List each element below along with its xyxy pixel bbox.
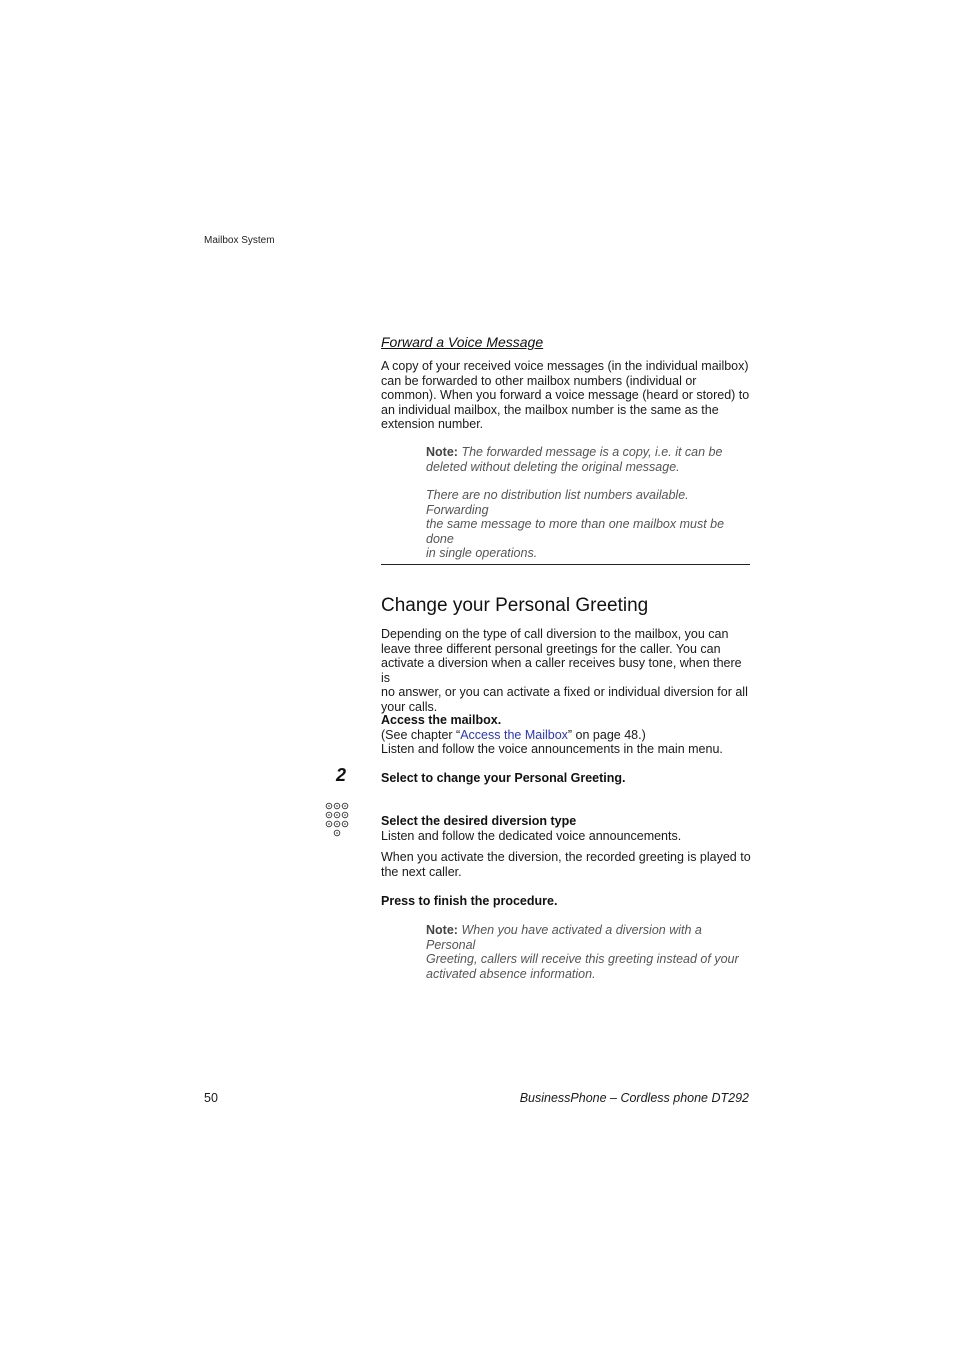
note-text: The forwarded message is a copy, i.e. it can be <box>461 445 723 459</box>
greeting-note <box>426 923 752 981</box>
forward-body <box>381 359 751 432</box>
listen-main-menu: Listen and follow the voice announcements in the main menu. <box>381 742 723 756</box>
note-text: activated absence information. <box>426 966 596 981</box>
activate-text <box>381 850 751 879</box>
see-chapter-line <box>381 728 751 743</box>
access-mailbox-link[interactable]: Access the Mailbox <box>460 727 568 742</box>
forward-body-line: can be forwarded to other mailbox numbers (individual or <box>381 373 697 388</box>
section-heading-greeting: Change your Personal Greeting <box>381 595 649 616</box>
running-header: Mailbox System <box>204 235 275 246</box>
press-finish: Press to finish the procedure. <box>381 894 558 908</box>
greeting-body-line: your calls. <box>381 699 438 714</box>
see-prefix: (See chapter “ <box>381 727 461 742</box>
note-text: in single operations. <box>426 546 538 560</box>
note-text: There are no distribution list numbers available. Forwarding <box>426 488 689 517</box>
forward-body-line: A copy of your received voice messages (in the individual mailbox) <box>381 359 749 373</box>
greeting-body <box>381 627 751 714</box>
note-text: deleted without deleting the original message. <box>426 459 680 474</box>
forward-body-line: extension number. <box>381 417 484 431</box>
step-select-greeting: Select to change your Personal Greeting. <box>381 771 626 785</box>
greeting-body-line: Depending on the type of call diversion to the mailbox, you can <box>381 627 729 641</box>
greeting-body-line: no answer, or you can activate a fixed or individual diversion for all <box>381 685 748 699</box>
forward-note <box>426 445 752 474</box>
select-diversion-type: Select the desired diversion type <box>381 814 577 828</box>
section-title-forward: Forward a Voice Message <box>381 334 544 350</box>
note-label: Note: <box>426 445 458 459</box>
forward-body-line: an individual mailbox, the mailbox number is the same as the <box>381 402 719 417</box>
access-block <box>381 713 751 757</box>
forward-body-line: common). When you forward a voice message (heard or stored) to <box>381 388 750 402</box>
section-divider <box>381 564 750 565</box>
note-text: the same message to more than one mailbox must be done <box>426 517 725 546</box>
document-title: BusinessPhone – Cordless phone DT292 <box>519 1091 749 1105</box>
activate-line: When you activate the diversion, the recorded greeting is played to <box>381 850 751 864</box>
see-suffix: ” on page 48.) <box>567 727 646 742</box>
note-text: When you have activated a diversion with a Personal <box>426 923 702 952</box>
note-text: Greeting, callers will receive this greeting instead of your <box>426 952 739 966</box>
diversion-block <box>381 814 751 843</box>
note-label: Note: <box>426 923 458 937</box>
greeting-body-line: leave three different personal greetings for the caller. You can <box>381 641 721 656</box>
page-number: 50 <box>204 1091 218 1105</box>
keypad-icon <box>325 802 351 838</box>
digit-2-key-icon: 2 <box>336 765 347 785</box>
forward-note-2 <box>426 488 752 561</box>
greeting-body-line: activate a diversion when a caller receives busy tone, when there is <box>381 656 742 685</box>
activate-line: the next caller. <box>381 864 462 879</box>
access-instruction: Access the mailbox. <box>381 713 502 727</box>
listen-dedicated: Listen and follow the dedicated voice announcements. <box>381 828 682 843</box>
